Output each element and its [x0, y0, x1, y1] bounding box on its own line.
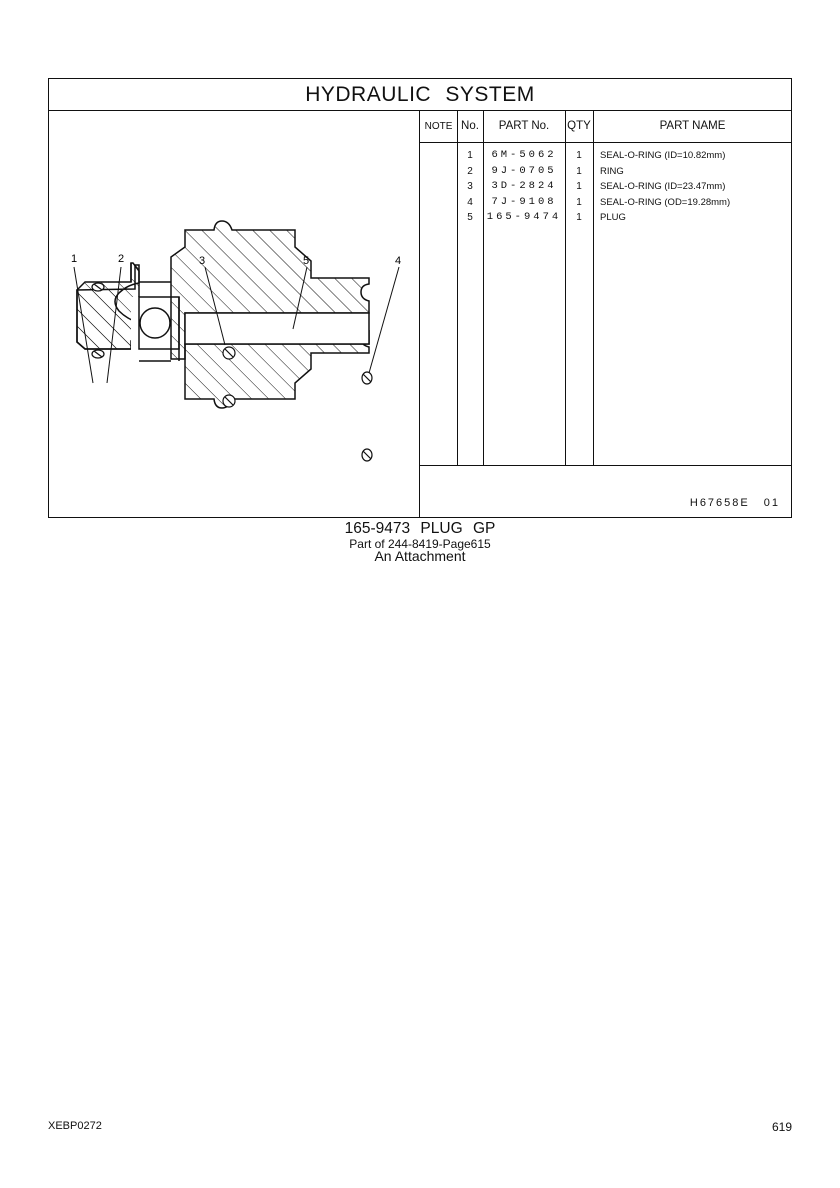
illustration-revision: 01: [763, 497, 780, 509]
row-no: 5: [467, 212, 473, 223]
row-part-name: RING: [600, 165, 624, 177]
header-no: No.: [461, 120, 479, 132]
group-title: 165-9473 PLUG GP: [344, 520, 496, 537]
row-no: 2: [467, 165, 473, 177]
center-bore: [185, 313, 369, 344]
table-row: [420, 179, 792, 195]
parts-frame: [48, 78, 792, 518]
row-qty: 1: [576, 212, 582, 223]
row-no: 3: [467, 181, 473, 192]
table-row: [420, 164, 792, 180]
row-part-name: PLUG: [600, 212, 626, 223]
table-row: [420, 148, 792, 164]
document-number: XEBP0272: [48, 1120, 102, 1132]
row-qty: 1: [576, 181, 582, 192]
row-qty: 1: [576, 150, 582, 161]
group-subtitle: An Attachment: [374, 548, 466, 564]
row-qty: 1: [576, 165, 582, 177]
plug-cross-section: [49, 111, 420, 517]
callout-3: 3: [199, 255, 206, 267]
row-part-no: 165-9474: [486, 211, 562, 223]
page-title: HYDRAULIC SYSTEM: [49, 79, 791, 111]
header-part-no: PART No.: [498, 120, 550, 132]
plug-head: [77, 263, 139, 349]
row-part-name: SEAL-O-RING (OD=19.28mm): [600, 196, 731, 208]
row-part-name: SEAL-O-RING (ID=23.47mm): [600, 181, 726, 192]
row-part-no: 9J-0705: [491, 164, 557, 177]
header-qty: QTY: [567, 120, 591, 132]
callout-4: 4: [395, 255, 402, 267]
parts-table: [420, 111, 792, 517]
row-part-no: 3D-2824: [491, 180, 557, 192]
callout-1: 1: [71, 253, 78, 265]
table-row: [420, 210, 792, 226]
illustration-number: H67658E: [689, 497, 750, 509]
header-note: NOTE: [424, 121, 453, 132]
parts-drawing: [49, 111, 420, 517]
cross-hole: [140, 308, 170, 338]
header-part-name: PART NAME: [659, 120, 726, 132]
illustration-code: [690, 497, 780, 509]
row-part-no: 7J-9108: [491, 195, 557, 208]
callout-5: 5: [303, 255, 310, 267]
row-part-name: SEAL-O-RING (ID=10.82mm): [600, 150, 726, 161]
row-part-no: 6M-5062: [491, 149, 557, 161]
group-reference: Part of 244-8419-Page615: [349, 537, 491, 551]
callout-2: 2: [118, 253, 125, 265]
row-no: 1: [467, 150, 473, 161]
table-row: [420, 195, 792, 211]
row-qty: 1: [576, 196, 582, 208]
page-number: 619: [771, 1120, 792, 1134]
row-no: 4: [467, 196, 473, 208]
